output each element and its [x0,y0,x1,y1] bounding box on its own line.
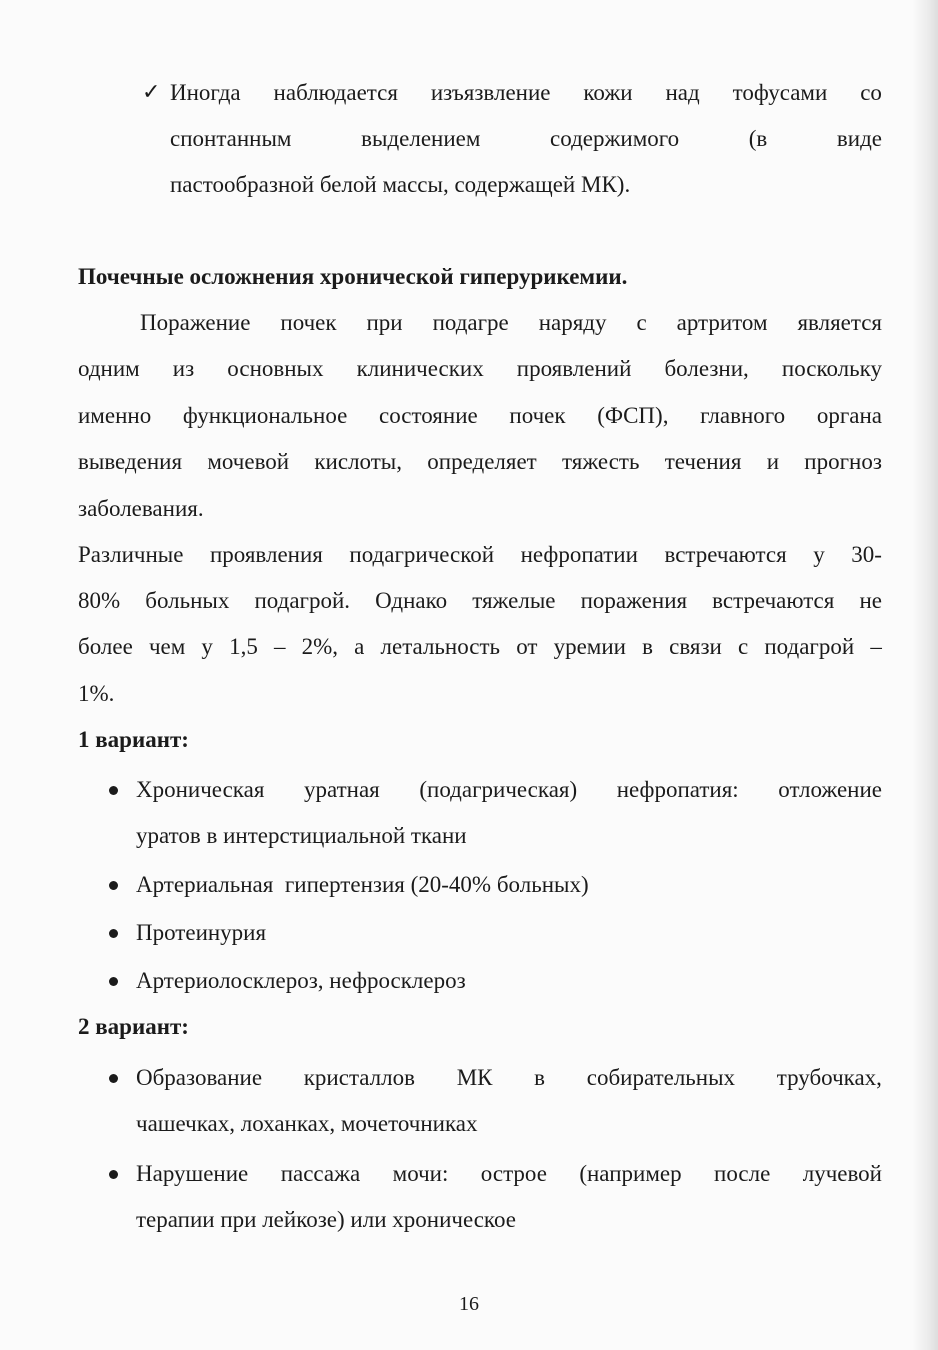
check-item-line-3: пастообразной белой массы, содержащей МК). [170,172,631,197]
variant-1-item-3: Протеинурия [136,920,267,945]
variant-1-item-1-line-1 [136,767,882,814]
word: – [870,634,882,659]
paragraph-1-line-1 [140,300,882,347]
variant-2-item-2-line-2: терапии при лейкозе) или хроническое [136,1207,516,1232]
word: чем [148,634,186,659]
word: выделением [361,126,481,151]
bullet-icon [109,977,118,986]
word: при [366,310,403,335]
word: МК [456,1065,493,1090]
word: а [354,634,365,659]
word: артритом [676,310,768,335]
word: кристаллов [303,1065,415,1090]
paragraph-1-line-2 [78,346,882,393]
word: тофусами [732,80,828,105]
word: нефропатия: [616,777,739,802]
word: над [665,80,700,105]
word: у [201,634,213,659]
variant-1-item-4: Артериолосклероз, нефросклероз [136,968,466,993]
variant-1-title: 1 вариант: [78,727,189,752]
word: болезни, [664,356,749,381]
word: – [273,634,286,659]
word: (например [579,1161,682,1186]
word: пассажа [280,1161,361,1186]
variant-2-item-2-line-1 [136,1151,882,1198]
word: почек [509,403,566,428]
word: с [738,634,749,659]
paragraph-2-line-4: 1%. [78,681,115,706]
bullet-icon [109,881,118,890]
word: именно [78,403,152,428]
word: клинических [356,356,484,381]
word: главного [700,403,786,428]
word: Различные [78,542,184,567]
check-item-line-2 [170,116,882,163]
word: тяжесть [562,449,640,474]
word: определяет [427,449,537,474]
word: 1,5 [229,634,258,659]
word: органа [816,403,882,428]
word: нефропатии [520,542,638,567]
word: проявления [209,542,323,567]
word: связи [669,634,722,659]
variant-2-item-1-line-1 [136,1055,882,1102]
word: 30- [851,542,882,567]
bullet-icon [109,1170,118,1179]
word: функциональное [182,403,348,428]
word: в [534,1065,546,1090]
word: острое [480,1161,547,1186]
word: подагрой. [254,588,351,613]
check-icon: ✓ [142,80,161,105]
bullet-icon [109,786,118,795]
word: у [813,542,825,567]
paragraph-1-line-5: заболевания. [78,496,204,521]
word: мочи: [392,1161,449,1186]
paragraph-2-line-2 [78,578,882,625]
word: подагрой [764,634,855,659]
word: подагре [432,310,509,335]
word: не [859,588,882,613]
word: одним [78,356,140,381]
word: собирательных [586,1065,736,1090]
word: от [516,634,538,659]
word: (подагрическая) [419,777,578,802]
word: со [860,80,882,105]
paragraph-2-line-3 [78,624,882,671]
word: с [636,310,647,335]
word: наблюдается [273,80,398,105]
word: виде [836,126,882,151]
word: кожи [583,80,633,105]
scan-edge-shadow [912,0,938,1350]
word: уремии [553,634,626,659]
word: спонтанным [170,126,292,151]
variant-1-item-1-line-2: уратов в интерстициальной ткани [136,823,467,848]
word: уратная [304,777,380,802]
word: Образование [136,1065,263,1090]
word: Поражение [140,310,251,335]
word: кислоты, [314,449,402,474]
word: почек [280,310,337,335]
word: из [172,356,195,381]
variant-2-item-1-line-2: чашечках, лоханках, мочеточниках [136,1111,478,1136]
paragraph-1-line-4 [78,439,882,486]
word: и [766,449,780,474]
word: Нарушение [136,1161,249,1186]
word: наряду [538,310,607,335]
word: трубочках, [776,1065,882,1090]
word: является [797,310,882,335]
word: летальность [380,634,501,659]
word: более [78,634,133,659]
word: подагрической [349,542,495,567]
word: в [642,634,653,659]
word: содержимого [550,126,680,151]
word: поражения [580,588,688,613]
word: больных [145,588,230,613]
variant-2-title: 2 вариант: [78,1014,189,1039]
word: течения [664,449,742,474]
word: Однако [375,588,448,613]
word: поскольку [781,356,882,381]
word: прогноз [804,449,882,474]
word: (в [748,126,768,151]
word: проявлений [516,356,632,381]
word: мочевой [207,449,290,474]
word: изъязвление [430,80,551,105]
word: лучевой [802,1161,882,1186]
word: после [714,1161,771,1186]
variant-1-item-2: Артериальная гипертензия (20-40% больных) [136,872,589,897]
word: основных [227,356,324,381]
word: 80% [78,588,121,613]
paragraph-2-line-1 [78,532,882,579]
bullet-icon [109,929,118,938]
section-heading: Почечные осложнения хронической гиперурикемии. [78,264,628,289]
word: тяжелые [472,588,556,613]
word: 2%, [301,634,339,659]
check-item-line-1 [170,70,882,117]
bullet-icon [109,1074,118,1083]
word: (ФСП), [597,403,669,428]
word: встречаются [664,542,787,567]
paragraph-1-line-3 [78,393,882,440]
word: состояние [379,403,478,428]
page-number: 16 [459,1293,479,1315]
word: отложение [778,777,882,802]
word: Иногда [170,80,241,105]
word: выведения [78,449,183,474]
word: Хроническая [136,777,265,802]
word: встречаются [712,588,835,613]
